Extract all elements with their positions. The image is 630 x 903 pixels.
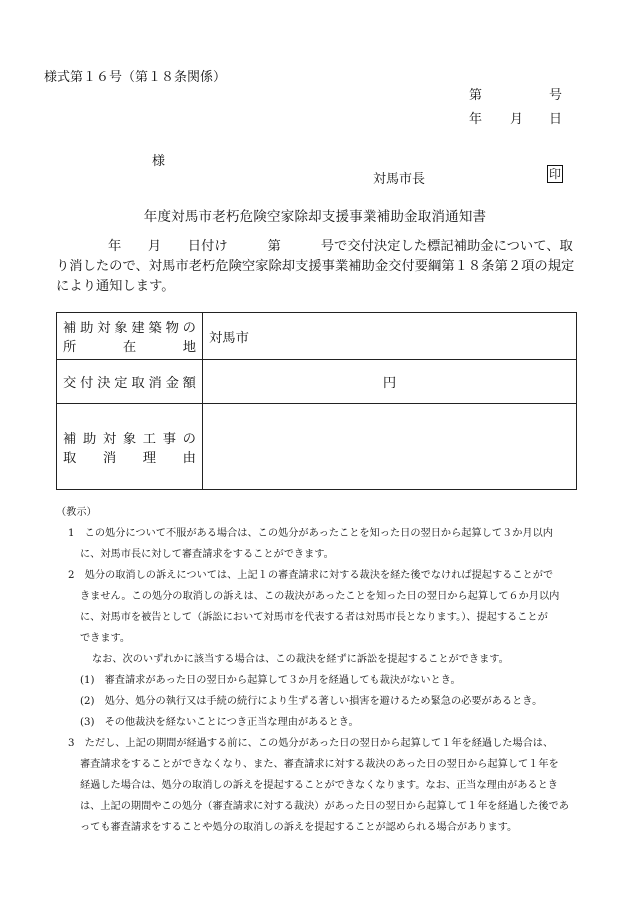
body-line-3: により通知します。 bbox=[56, 279, 175, 294]
value-cancel-amount[interactable]: 円 bbox=[203, 360, 577, 404]
date-month: 月 bbox=[510, 112, 524, 127]
note-line: きません。この処分の取消しの訴えは、この裁決があったことを知った日の翌日から起算して６か月以内 bbox=[80, 591, 560, 602]
number-prefix: 第 bbox=[469, 88, 483, 103]
note-line: は、上記の期間やこの処分（審査請求に対する裁決）があった日の翌日から起算して１年を経過した後であ bbox=[80, 801, 569, 812]
note-line: 1 この処分について不服がある場合は、この処分があったことを知った日の翌日から起算して３か月以内 bbox=[68, 528, 553, 539]
addressee: 様 bbox=[152, 154, 166, 169]
info-table bbox=[56, 312, 577, 490]
instructions-section bbox=[56, 502, 586, 838]
instructions-heading: （教示） bbox=[56, 507, 97, 518]
note-line: 審査請求をすることができなくなり、また、審査請求に対する裁決のあった日の翌日から起算して１年を bbox=[80, 759, 559, 770]
note-line: なお、次のいずれかに該当する場合は、この裁決を経ずに訴訟を提起することができます。 bbox=[92, 654, 509, 665]
note-line: っても審査請求をすることや処分の取消しの訴えを提起することが認められる場合があります。 bbox=[80, 822, 518, 833]
table-row bbox=[57, 313, 577, 360]
issuer: 対馬市長 bbox=[373, 172, 426, 187]
body-line-2: り消したので、対馬市老朽危険空家除却支援事業補助金交付要綱第１８条第２項の規定 bbox=[56, 259, 575, 274]
date-year: 年 bbox=[469, 112, 483, 127]
note-line: 経過した場合は、処分の取消しの訴えを提起することができなくなります。なお、正当な理由があるとき bbox=[80, 780, 558, 791]
note-line: 3 ただし、上記の期間が経過する前に、この処分があった日の翌日から起算して１年を経過した場合は、 bbox=[68, 738, 554, 749]
note-line: に、対馬市を被告として（訴訟において対馬市を代表する者は対馬市長となります。）、提起することが bbox=[80, 612, 548, 623]
body-line-1: 年 月 日付け 第 号で交付決定した標記補助金について、取 bbox=[108, 239, 573, 254]
note-line: 2 処分の取消しの訴えについては、上記１の審査請求に対する裁決を経た後でなければ提起することがで bbox=[68, 570, 554, 581]
document-title: 年度対馬市老朽危険空家除却支援事業補助金取消通知書 bbox=[143, 209, 487, 225]
label-building-location: 補 助 対 象 建 築 物 の 所 在 地 bbox=[57, 313, 203, 360]
value-cancel-reason[interactable] bbox=[203, 404, 577, 490]
note-line: に、対馬市長に対して審査請求をすることができます。 bbox=[80, 549, 334, 560]
note-line: できます。 bbox=[80, 633, 131, 644]
label-cancel-reason: 補 助 対 象 工 事 の 取 消 理 由 bbox=[57, 404, 203, 490]
notice-body bbox=[56, 237, 576, 297]
date-day: 日 bbox=[549, 112, 563, 127]
number-suffix: 号 bbox=[549, 88, 563, 103]
form-number: 様式第１６号（第１８条関係） bbox=[44, 70, 227, 85]
note-line: (1) 審査請求があった日の翌日から起算して３か月を経過しても裁決がないとき。 bbox=[80, 675, 461, 686]
table-row bbox=[57, 404, 577, 490]
seal-mark: 印 bbox=[549, 167, 562, 181]
value-building-location[interactable]: 対馬市 bbox=[203, 313, 577, 360]
label-cancel-amount: 交 付 決 定 取 消 金 額 bbox=[57, 360, 203, 404]
note-line: (2) 処分、処分の執行又は手続の続行により生ずる著しい損害を避けるため緊急の必要があるとき。 bbox=[80, 696, 543, 707]
note-line: (3) その他裁決を経ないことにつき正当な理由があるとき。 bbox=[80, 717, 359, 728]
table-row bbox=[57, 360, 577, 404]
